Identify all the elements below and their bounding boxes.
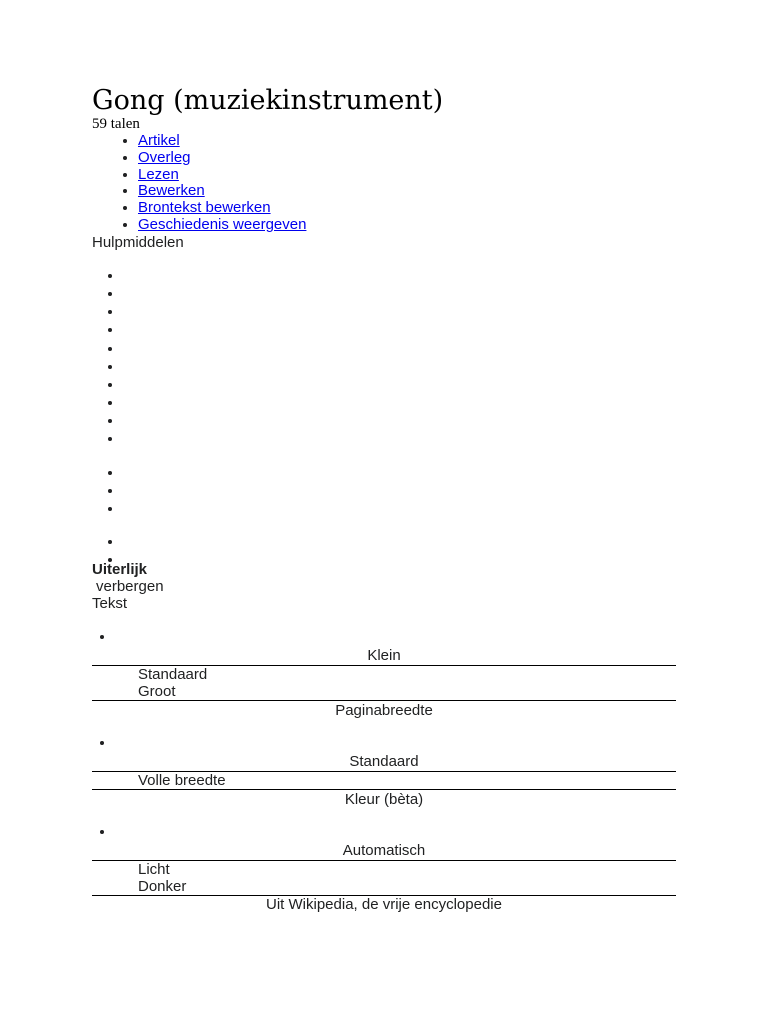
tools-list-item[interactable] <box>123 483 676 501</box>
tools-list-item[interactable] <box>123 341 676 359</box>
page-width-group <box>92 735 676 753</box>
tools-list-item[interactable] <box>123 552 676 562</box>
text-size-label: Tekst <box>92 595 128 613</box>
tab-item <box>138 217 676 234</box>
tools-list-item[interactable] <box>123 322 676 340</box>
appearance-heading: Uiterlijk <box>92 561 148 579</box>
tools-list-item[interactable] <box>123 465 676 483</box>
tools-list-item[interactable] <box>123 413 676 431</box>
tools-list-item[interactable] <box>123 286 676 304</box>
site-tagline: Uit Wikipedia, de vrije encyclopedie <box>266 896 502 914</box>
tools-list-item[interactable] <box>123 304 676 322</box>
color-label: Kleur (bèta) <box>344 791 424 809</box>
tab-lezen[interactable]: Lezen <box>138 165 179 183</box>
tab-artikel[interactable]: Artikel <box>138 132 180 149</box>
page-tabs <box>92 133 676 234</box>
tools-list-item[interactable] <box>123 268 676 286</box>
tools-list-print <box>92 465 676 520</box>
group-bullet-item <box>115 629 676 647</box>
color-option-donker[interactable]: Donker <box>138 878 187 896</box>
tools-menu-label[interactable]: Hulpmiddelen <box>92 233 184 251</box>
page-width-option-standaard[interactable]: Standaard <box>349 753 419 771</box>
spacer <box>92 251 676 268</box>
color-option-automatisch[interactable]: Automatisch <box>342 842 426 860</box>
tab-item <box>138 183 676 200</box>
page-content <box>92 86 676 914</box>
text-size-option-standaard[interactable]: Standaard <box>138 666 208 684</box>
group-bullet-item <box>115 824 676 842</box>
tab-brontekst-bewerken[interactable]: Brontekst bewerken <box>138 199 271 217</box>
tools-list-item[interactable] <box>123 377 676 395</box>
color-group <box>92 824 676 842</box>
tools-list-other <box>92 534 676 562</box>
spacer <box>92 450 676 465</box>
page-width-option-volle-breedte[interactable]: Volle breedte <box>138 772 226 790</box>
tools-list-item[interactable] <box>123 359 676 377</box>
text-size-option-klein[interactable]: Klein <box>367 647 401 665</box>
tab-bewerken[interactable]: Bewerken <box>138 182 205 200</box>
tab-item <box>138 133 676 150</box>
tab-overleg[interactable]: Overleg <box>138 148 191 166</box>
text-size-group <box>92 629 676 647</box>
page-width-label: Paginabreedte <box>335 702 433 720</box>
appearance-hide-button[interactable]: verbergen <box>96 577 164 595</box>
tab-item <box>138 150 676 167</box>
color-option-licht[interactable]: Licht <box>138 861 170 879</box>
text-size-option-groot[interactable]: Groot <box>138 683 176 701</box>
tools-list-item[interactable] <box>123 395 676 413</box>
tools-list-item[interactable] <box>123 534 676 552</box>
page-title: Gong (muziekinstrument) <box>92 85 444 116</box>
tools-list-item[interactable] <box>123 431 676 449</box>
tab-geschiedenis[interactable]: Geschiedenis weergeven <box>138 215 307 233</box>
tools-list-item[interactable] <box>123 501 676 519</box>
spacer <box>92 519 676 534</box>
tab-item <box>138 200 676 217</box>
tools-list-actions <box>92 268 676 450</box>
tab-item <box>138 167 676 184</box>
languages-button[interactable]: 59 talen <box>92 116 140 132</box>
group-bullet-item <box>115 735 676 753</box>
